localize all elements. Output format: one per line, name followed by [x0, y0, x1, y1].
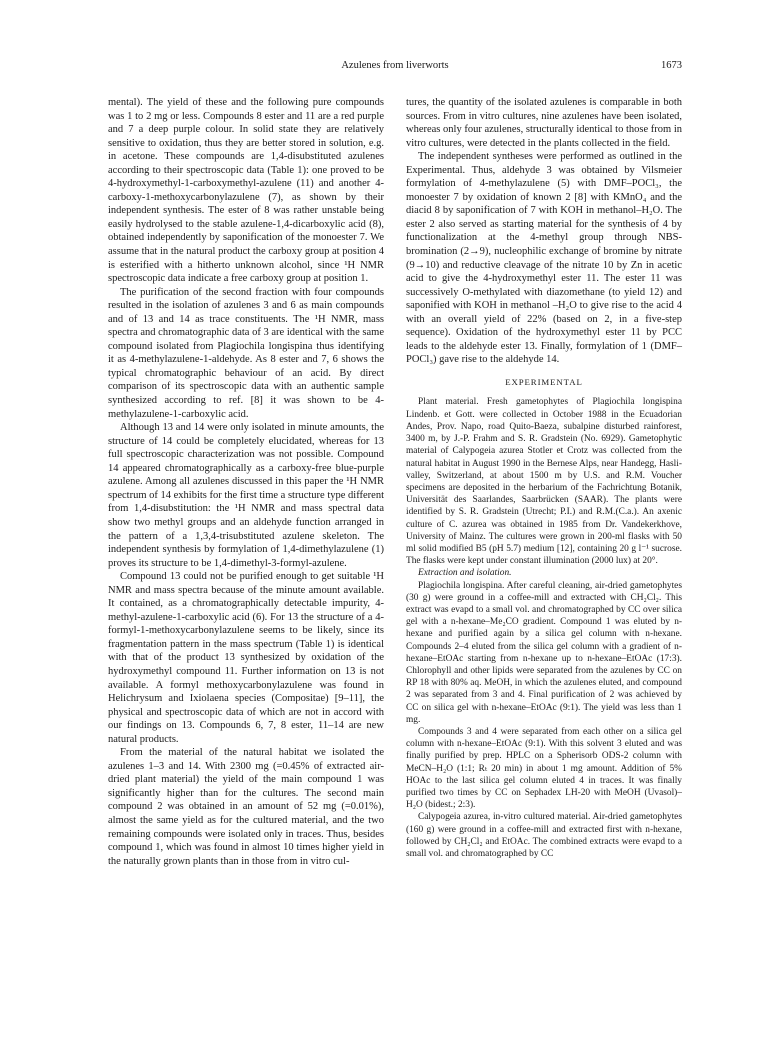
subsection-heading: Extraction and isolation. — [418, 568, 512, 579]
left-column — [108, 96, 384, 868]
page-number: 1673 — [661, 60, 682, 71]
experimental-paragraph: Plagiochila longispina. After careful cleaning, air-dried gametophytes (30 g) were ground in a coffee-mill and extracted with CH₂Cl₂. This extract was evapd to a small vol. and chromatographed by CC over silica gel with a n-hexane–Me₂CO gradient. Compound 1 was eluted by n-hexane and purified again by a silica gel column with n-hexane. Compounds 2–4 eluted from the silica gel column with a gradient of n-hexane–EtOAc starting from n-hexane up to n-hexane–EtOAc (17:3). Chlorophyll and other lipids were separated from the azulenes by CC on RP 18 with 80% aq. MeOH, in which the azulenes eluted, and compound 2 was separated from 3 and 4. Final purification of 2 was achieved by CC on silica gel with n-hexane–EtOAc (9:1). The yield was less than 1 mg. — [406, 580, 682, 725]
page-header — [108, 60, 682, 76]
running-title: Azulenes from liverworts — [341, 60, 449, 71]
body-paragraph: The independent syntheses were performed as outlined in the Experimental. Thus, aldehyde 3 was obtained by Vilsmeier formylation of 4-methylazulene (5) with DMF–POCl₃, the monoester 7 by oxidation of known 2 [8] with KMnO₄ and the diacid 8 by saponification of 7 with KOH in methanol–H₂O. The ester 2 also served as starting material for the synthesis of 4 by functionalization at the 4-methyl group through NBS-bromination (2→9), nucleophilic exchange of bromine by nitrate (9→10) and reductive cleavage of the nitrate 10 by Zn in acetic acid to give the 4-hydroxymethyl ester 11. The ester 11 was successively O-methylated with diazomethane (to yield 12) and saponified with KOH in methanol –H₂O to give rise to the acid 4 with an overall yield of 22% (based on 2, in a five-step sequence). Oxidation of the hydroxymethyl ester 11 by PCC leads to the aldehyde ester 13. Finally, formylation of 1 (DMF–POCl₃) gave rise to the aldehyde 14. — [406, 151, 682, 366]
body-paragraph: From the material of the natural habitat we isolated the azulenes 1–3 and 14. With 2300 mg (=0.45% of extracted air-dried plant material) the yield of the main compound 1 was significantly higher than for the cultures. The second main compound 2 was obtained in an amount of 52 mg (=0.01%), almost the same yield as for the cultured material, and the two remaining compounds were isolated only in traces. Thus, besides compound 1, which was found in almost 10 times higher yield in the naturally grown plants than in those from in vitro cul- — [108, 747, 384, 867]
body-paragraph: Compound 13 could not be purified enough to get suitable ¹H NMR and mass spectra because of the minute amount available. It contained, as a chromatographically detectable impurity, 4-methyl-azulene-1-carboxylic acid (6). For 13 the structure of a 4-formyl-1-methoxycarbonylazulene seems to be likely, since its fragmentation pattern in the mass spectrum (Table 1) is identical with that of the product 13 synthesized by oxidation of the hydroxymethyl compound 11. Further information on 13 is not available. A formyl methoxycarbonylazulene was found in Helichrysum and Ixiolaena species (Compositae) [9–11], the physical and spectroscopic data of which are not in accord with our findings on 13. Compounds 6, 7, 8 ester, 11–14 are new natural products. — [108, 571, 384, 745]
body-paragraph: mental). The yield of these and the following pure compounds was 1 to 2 mg or less. Compounds 8 ester and 11 are a red purple and 7 a deep purple colour. In solid state they are relatively sensitive to oxidation, thus they are better stored in solution, e.g. in acetone. These compounds are 1,4-disubstituted azulenes according to their spectroscopic data (Table 1): one proved to be 4-hydroxymethyl-1-carboxymethyl-azulene (11) and another 4-carboxy-1-methoxycarbonylazulene (7), as shown by their independent synthesis. The ester of 8 was rather unstable being easily hydrolysed to the stable azulene-1,4-dicarboxylic acid (8), obtained independently by saponification of the monoester 7. We assume that in the natural product the carboxy group at position 4 is esterified with a hitherto unknown alcohol, since ¹H NMR spectroscopic data indicate a free carboxy group at position 1. — [108, 97, 384, 285]
right-column — [406, 96, 682, 860]
experimental-paragraph: Plant material. Fresh gametophytes of Plagiochila longispina Lindenb. et Gott. were collected in October 1988 in the Ecuadorian Andes, Prov. Napo, road Quito-Baeza, subalpine disturbed rainforest, 3400 m, by J.-P. Frahm and S. R. Gradstein (No. 6929). Gametophytic material of Calypogeia azurea Stotler et Crotz was collected from the natural habitat in August 1990 in the Bernese Alps, near Handegg, Hasli-valley, Switzerland, at about 1500 m by U.S. and R.M. Voucher specimens are deposited in the herbarium of the Fachrichtung Botanik, Universität des Saarlandes, Saarbrücken (SAAR). The plants were identified by S. R. Gradstein (Utrecht; P.I.) and R.M.(C.a.). An axenic culture of C. azurea was obtained in 1985 from Dr. Vandekerkhove, University of Mainz. The cultures were grown in 200-ml flasks with 50 ml solid modified B5 (pH 5.7) medium [12], containing 20 g l⁻¹ sucrose. The flasks were kept under constant illumination (2000 lux) at 20°. — [406, 397, 682, 567]
body-paragraph: tures, the quantity of the isolated azulenes is comparable in both sources. From in vitro cultures, nine azulenes have been isolated, whereas only four azulenes, structurally identical to those from in vitro cultures, were detected in the plants collected in the field. — [406, 97, 682, 149]
section-heading-experimental: EXPERIMENTAL — [505, 376, 583, 387]
experimental-paragraph: Compounds 3 and 4 were separated from each other on a silica gel column with n-hexane–EtOAc (9:1). With this solvent 3 eluted and was finally purified by prep. HPLC on a Spherisorb ODS-2 column with MeCN–H₂O (1:1; Rₜ 20 min) in about 1 mg amount. Addition of 5% HOAc to the last silica gel column eluted 4 in traces. It was finally purified two times by CC on Sephadex LH-20 with MeOH (Uvasol)–H₂O (bidest.; 2:3). — [406, 726, 682, 811]
experimental-paragraph: Calypogeia azurea, in-vitro cultured material. Air-dried gametophytes (160 g) were ground in a coffee-mill and extracted first with n-hexane, followed by CH₂Cl₂ and EtOAc. The combined extracts were evapd to a small vol. and chromatographed by CC — [406, 812, 682, 859]
body-paragraph: The purification of the second fraction with four compounds resulted in the isolation of azulenes 3 and 6 as main compounds and of 13 and 14 as trace constituents. The ¹H NMR, mass spectra and chromatographic data of 3 are identical with the same compound isolated from Plagiochila longispina thus identifying it as 4-methylazulene-1-aldehyde. As 8 ester and 7, 6 shows the typical chromatographic behaviour of an acid. By direct comparison of its spectroscopic data with an authentic sample synthesized according to ref. [8] it was shown to be 4-methylazulene-1-carboxylic acid. — [108, 286, 384, 420]
body-paragraph: Although 13 and 14 were only isolated in minute amounts, the structure of 14 could be completely elucidated, whereas for 13 full spectroscopic characterization was not possible. Compound 14 appeared chromatographically as a carboxy-free blue-purple azulene. Among all azulenes discussed in this paper the ¹H NMR spectrum of 14 exhibits for the first time a structure type different from 1,4-disubstitution: the ¹H NMR and mass spectral data show two methyl groups and an aldehyde function arranged in the pattern of a 1,3,4-trisubstituted azulene skeleton. The independent synthesis by formylation of 1,4-dimethylazulene (1) proves its structure to be 1,4-dimethyl-3-formyl-azulene. — [108, 422, 384, 569]
